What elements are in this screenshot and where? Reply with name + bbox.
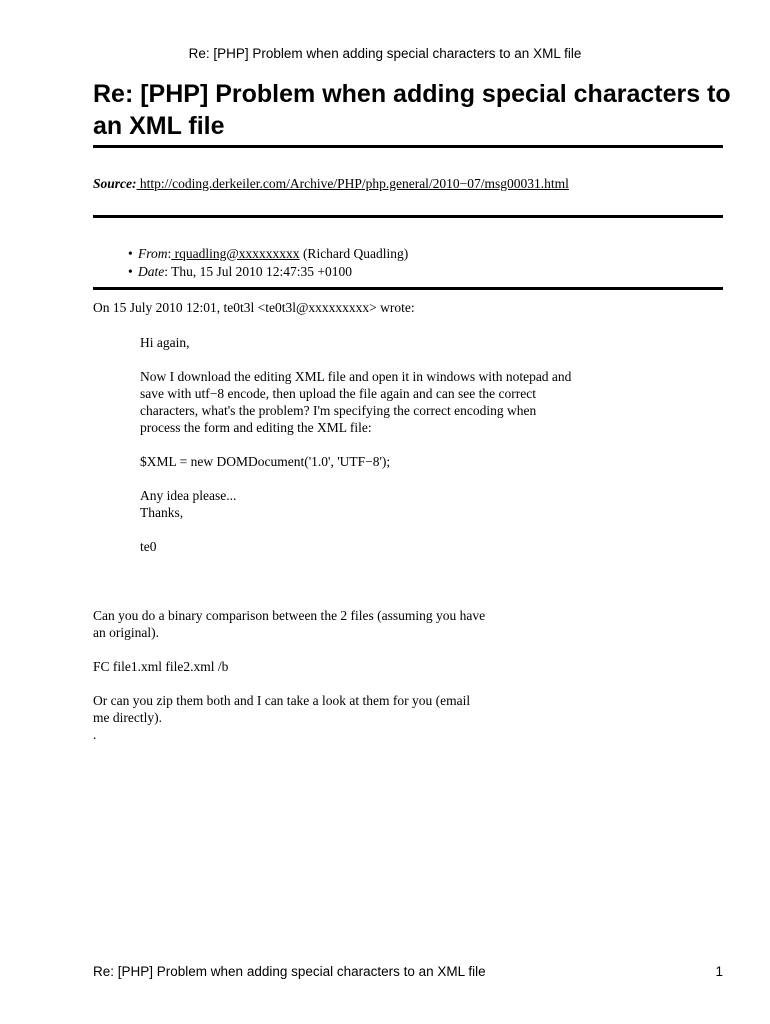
running-header: Re: [PHP] Problem when adding special characters to an XML file: [188, 46, 582, 61]
reply-paragraph: Or can you zip them both and I can take a look at them for you (email me directly). .: [93, 693, 471, 742]
quoted-paragraph: Any idea please... Thanks,: [140, 488, 237, 520]
meta-date: [128, 263, 408, 281]
quoted-paragraph: Hi again,: [140, 335, 190, 350]
divider-bottom: [93, 287, 723, 290]
from-label: From: [138, 246, 168, 261]
quoted-paragraph: te0: [140, 539, 157, 554]
quoted-paragraph: $XML = new DOMDocument('1.0', 'UTF−8');: [140, 454, 391, 469]
divider-middle: [93, 215, 723, 218]
date-label: Date: [138, 263, 165, 279]
date-value: : Thu, 15 Jul 2010 12:47:35 +0100: [164, 263, 352, 279]
reply-paragraph: Can you do a binary comparison between the 2 files (assuming you have an original).: [93, 608, 486, 640]
from-name: (Richard Quadling): [299, 246, 409, 261]
bullet-icon: •: [128, 263, 133, 279]
source-link[interactable]: http://coding.derkeiler.com/Archive/PHP/php.general/2010−07/msg00031.html: [136, 176, 569, 191]
bullet-icon: •: [128, 246, 133, 261]
quoted-paragraph: Now I download the editing XML file and open it in windows with notepad and save with utf−8 encode, then upload the file again and can see the correct characters, what's the problem? I'm specifying the correct encoding when process the form and editing the XML file:: [140, 369, 572, 435]
page-title: Re: [PHP] Problem when adding special characters to an XML file: [93, 80, 731, 140]
meta-from: • From: rquadling@xxxxxxxxx (Richard Quadling): [128, 246, 409, 261]
footer-title: Re: [PHP] Problem when adding special characters to an XML file: [93, 964, 486, 979]
divider-top: [93, 145, 723, 148]
message-meta: [128, 245, 408, 280]
page-number: 1: [715, 964, 723, 979]
quoted-message: [140, 334, 610, 572]
reply-body: [93, 607, 573, 760]
source-line: [93, 176, 733, 192]
from-email-link[interactable]: rquadling@xxxxxxxxx: [171, 246, 300, 261]
quote-attribution: On 15 July 2010 12:01, te0t3l <te0t3l@xxxxxxxxx> wrote:: [93, 300, 415, 315]
source-label: Source:: [93, 176, 137, 191]
reply-paragraph: FC file1.xml file2.xml /b: [93, 659, 229, 674]
